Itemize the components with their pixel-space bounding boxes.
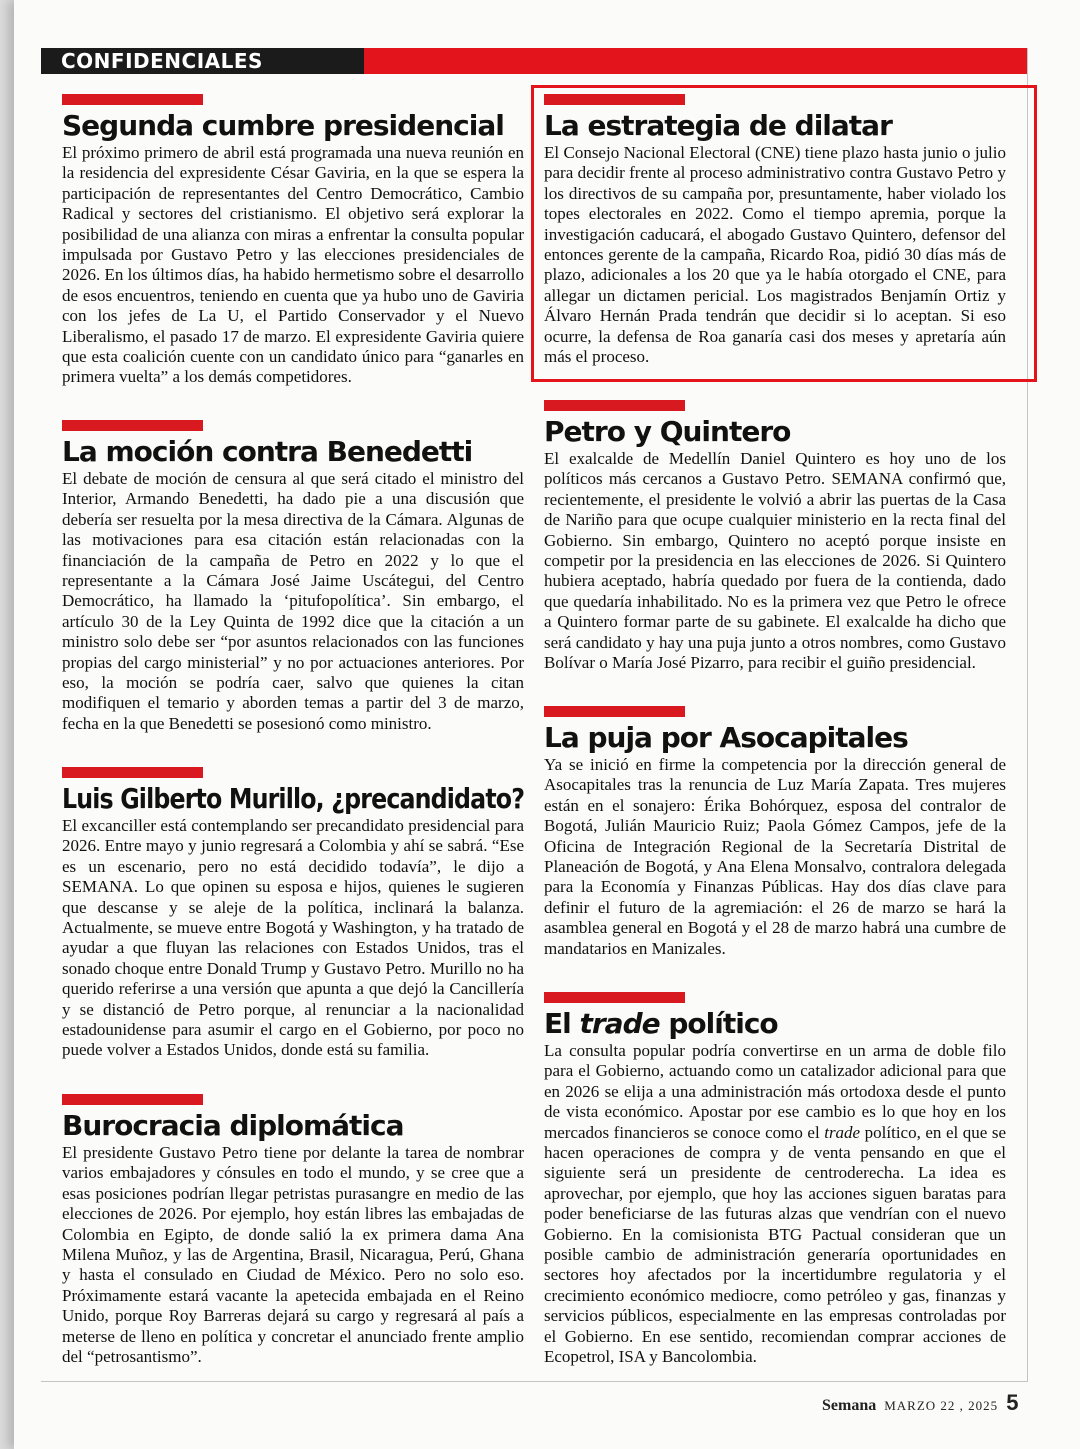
body-part: político, en el que se hacen operaciones de compra y de venta pensando en que el siguiente será un presidente de centroderecha. La idea es aprovechar, por ejemplo, que hoy las acciones siguen baratas para poder beneficiarse de las futuras alzas que vendrían con el nuevo Gobierno. En la comisionista BTG Pactual consideran que un posible cambio de administración generaría oportunidades en sectores hoy afectados por la incertidumbre regulatoria y el crecimiento económico mediocre, como petróleo y gas, finanzas y servicios públicos, especialmente en las empresas controladas por el Gobierno. En ese sentido, recomiendan comprar acciones de Ecopetrol, ISA y Bancolombia. [544,1122,1006,1367]
title-accent-bar [544,706,685,717]
section-label: CONFIDENCIALES [41,48,364,74]
article-segunda-cumbre [62,94,524,388]
article-title: La estrategia de dilatar [544,109,892,142]
title-italic: trade [579,1007,660,1040]
title-accent-bar [62,1094,203,1105]
article-title: La moción contra Benedetti [62,435,473,468]
article-title: Segunda cumbre presidencial [62,109,504,142]
page-number: 5 [1006,1390,1019,1415]
body-italic: trade [824,1122,861,1142]
article-body: Ya se inició en firme la competencia por la dirección general de Asocapitales tras la renuncia de Luz María Zapata. Tres mujeres están en el sonajero: Érika Bohórquez, esposa del contralor de Bogotá, Julián Mauricio Ruiz; Paola Gómez Campos, jefe de la Oficina de Integración Regional de la Secretaría Distrital de Planeación de Bogotá, y Ana Elena Monsalvo, contralora delegada para la Economía y Finanzas Públicas. Hay dos días clave para definir el futuro de la agremiación: el 26 de marzo se hará la asamblea general en Bogotá y el 28 de marzo habrá una cumbre de mandatarios en Manizales. [544,755,1006,958]
highlight-box [531,85,1037,382]
article-petro-quintero [544,400,1006,673]
title-accent-bar [62,767,203,778]
article-puja-asocapitales [544,706,1006,959]
article-title: Burocracia diplomática [62,1109,404,1142]
article-body: El Consejo Nacional Electoral (CNE) tiene plazo hasta junio o julio para decidir frente al proceso administrativo contra Gustavo Petro y los directivos de su campaña por, presuntamente, haber violado los topes electorales en 2022. Como el tiempo apremia, porque la investigación caducará, el abogado Gustavo Quintero, defensor del entonces gerente de la campaña, Ricardo Roa, pidió 30 días más de plazo, adicionales a los 20 que ya le había otorgado el CNE, para allegar un dictamen pericial. Los magistrados Benjamín Ortiz y Álvaro Hernán Prada tendrán que decidir si lo aceptan. Si eso ocurre, la defensa de Roa ganaría casi dos meses y apretaría aún más el proceso. [544,143,1006,367]
title-accent-bar [544,400,685,411]
footer-date: MARZO 22 , 2025 [884,1398,999,1413]
article-title [544,1007,1006,1041]
title-accent-bar [62,94,203,105]
article-body: El presidente Gustavo Petro tiene por delante la tarea de nombrar varios embajadores y cónsules en todo el mundo, y se cree que a esas posiciones podrían llegar petristas purasangre en medio de las elecciones de 2026. Por ejemplo, hoy están libres las embajadas de Colombia en Egipto, de donde salió la ex primera dama Ana Milena Muñoz, y las de Argentina, Brasil, Nicaragua, Perú, Ghana y hasta el consulado en Ciudad de México. Pero no solo eso. Próximamente estará vacante la apetecida embajada en el Reino Unido, porque Roy Barreras dejará su cargo y regresará al país a meterse de lleno en política y concretar el anunciado frente amplio del “petrosantismo”. [62,1143,524,1367]
article-murillo-precandidato [62,767,524,1061]
title-part: El [544,1007,580,1040]
article-mocion-benedetti [62,420,524,734]
article-title: La puja por Asocapitales [544,721,908,754]
footer-brand: Semana [822,1397,877,1414]
article-body: El exalcalde de Medellín Daniel Quintero es hoy uno de los políticos más cercanos a Gustavo Petro. SEMANA confirmó que, recientemente, el presidente le volvió a abrir las puertas de la Casa de Nariño para que ocupe cualquier ministerio en la recta final del Gobierno. Sin embargo, Quintero no aceptó porque insiste en competir por la presidencia en las elecciones de 2026. Si Quintero hubiera aceptado, habría quedado por fuera de la contienda, dado que quedaría inhabilitado. No es la primera vez que Petro le ofrece a Quintero formar parte de su gabinete. El exalcalde ha dicho que será candidato y hay una puja junto a otros nombres, como Gustavo Bolívar o María José Pizarro, para recibir el guiño presidencial. [544,449,1006,673]
title-accent-bar [62,420,203,431]
article-burocracia-diplomatica [62,1094,524,1367]
article-body [544,1041,1006,1368]
article-trade-politico [544,992,1006,1368]
title-part: político [659,1007,778,1040]
title-accent-bar [544,992,685,1003]
article-title: Petro y Quintero [544,415,791,448]
page-footer [822,1390,1018,1416]
article-body: El próximo primero de abril está programada una nueva reunión en la residencia del expresidente César Gaviria, en la que se espera la participación de representantes del Centro Democrático, Cambio Radical y sectores del cristianismo. El objetivo será explorar la posibilidad de una alianza con miras a enfrentar la consulta popular impulsada por Gustavo Petro y las elecciones presidenciales de 2026. En los últimos días, ha habido hermetismo sobre el desarrollo de esos encuentros, teniendo en cuenta que ya hubo uno de Gaviria con los jefes de La U, el Partido Conservador y el Nuevo Liberalismo, el pasado 17 de marzo. El expresidente Gaviria quiere que esta coalición cuente con un candidato único para “ganarles en primera vuelta” a los demás competidores. [62,143,524,387]
article-body: El debate de moción de censura al que será citado el ministro del Interior, Armando Benedetti, ha dado pie a una discusión que debería ser resuelta por la mesa directiva de la Cámara. Algunas de las motivaciones para esa citación están relacionadas con la financiación de la campaña de Petro en 2022 y lo que el representante a la Cámara José Jaime Uscátegui, del Centro Democrático, ha llamado la ‘pitufopolítica’. Sin embargo, el artículo 30 de la Ley Quinta de 1992 dice que la citación a un ministro solo debe ser “por asuntos relacionados con las funciones propias del cargo ministerial” y no por actuaciones anteriores. Por eso, la moción se podría caer, salvo que quienes la citan modifiquen el temario y aborden temas a partir del 3 de marzo, fecha en la que Benedetti se posesionó como ministro. [62,469,524,733]
body-part: La consulta popular podría convertirse en un arma de doble filo para el Gobierno, actuando como un catalizador adicional para que en 2026 se elija a una administración más ortodoxa desde el punto de vista económico. Apostar por ese cambio es lo que hoy en los mercados financieros se conoce como el [544,1041,1006,1142]
article-body: El excanciller está contemplando ser precandidato presidencial para 2026. Entre mayo y junio regresará a Colombia y ahí se sabrá. “Ese es un escenario, pero no está decidido todavía”, le dijo a SEMANA. Lo que opinen su esposa e hijos, quienes le sugieren que descanse y se aleje de la política, inclinará la balanza. Actualmente, se mueve entre Bogotá y Washington, y ha tratado de ayudar a que fluyan las relaciones con Estados Unidos, tras el sonado choque entre Donald Trump y Gustavo Petro. Murillo no ha querido referirse a una versión que apunta a que dejó la Cancillería y se distanció de Petro porque, al renunciar a la nacionalidad estadounidense para asumir el cargo en el Gobierno, por poco no puede volver a Estados Unidos, donde está su familia. [62,816,524,1060]
article-title: Luis Gilberto Murillo, ¿precandidato? [62,782,525,815]
